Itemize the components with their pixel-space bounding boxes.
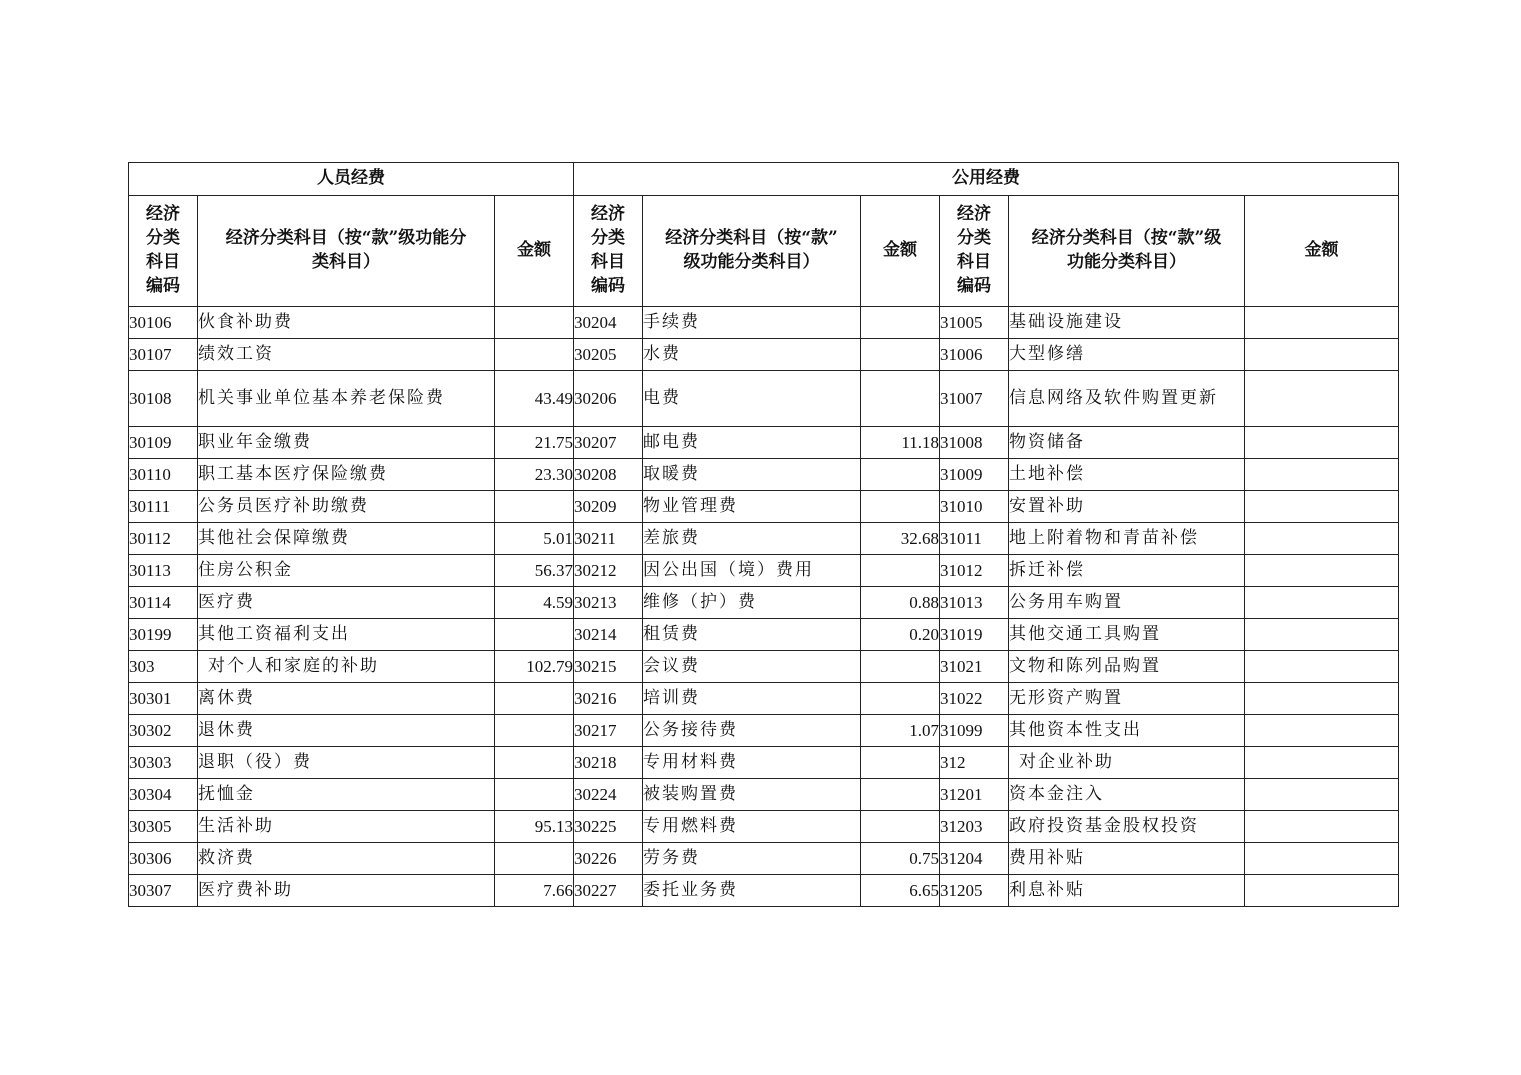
item-amount	[495, 747, 574, 779]
item-amount	[861, 555, 940, 587]
item-amount	[1245, 619, 1399, 651]
item-code: 30225	[574, 811, 643, 843]
table-row	[129, 427, 1399, 459]
item-name: 拆迁补偿	[1009, 555, 1245, 587]
table-row	[129, 587, 1399, 619]
item-amount	[861, 371, 940, 427]
item-name: 医疗费补助	[198, 875, 495, 907]
item-amount	[1245, 683, 1399, 715]
item-name: 公务用车购置	[1009, 587, 1245, 619]
item-name: 政府投资基金股权投资	[1009, 811, 1245, 843]
item-amount	[495, 843, 574, 875]
item-name: 安置补助	[1009, 491, 1245, 523]
amount-header: 金额	[1245, 196, 1399, 307]
section-public: 公用经费	[574, 163, 1399, 196]
item-amount	[495, 307, 574, 339]
item-name: 职工基本医疗保险缴费	[198, 459, 495, 491]
item-name: 退职（役）费	[198, 747, 495, 779]
item-amount	[1245, 459, 1399, 491]
item-name: 公务员医疗补助缴费	[198, 491, 495, 523]
item-code: 30207	[574, 427, 643, 459]
item-code: 30114	[129, 587, 198, 619]
item-code: 30303	[129, 747, 198, 779]
table-row	[129, 715, 1399, 747]
item-amount	[861, 779, 940, 811]
item-name: 对个人和家庭的补助	[198, 651, 495, 683]
item-amount: 7.66	[495, 875, 574, 907]
item-name: 住房公积金	[198, 555, 495, 587]
item-code: 31205	[940, 875, 1009, 907]
item-code: 31010	[940, 491, 1009, 523]
item-code: 31007	[940, 371, 1009, 427]
item-code: 31008	[940, 427, 1009, 459]
table-row	[129, 843, 1399, 875]
item-name: 租赁费	[643, 619, 861, 651]
item-name: 退休费	[198, 715, 495, 747]
item-code: 30301	[129, 683, 198, 715]
item-amount	[1245, 811, 1399, 843]
item-name: 其他资本性支出	[1009, 715, 1245, 747]
table-row	[129, 811, 1399, 843]
item-name: 职业年金缴费	[198, 427, 495, 459]
table-row	[129, 747, 1399, 779]
item-code: 31011	[940, 523, 1009, 555]
item-code: 30306	[129, 843, 198, 875]
item-name: 委托业务费	[643, 875, 861, 907]
item-amount: 1.07	[861, 715, 940, 747]
item-code: 31203	[940, 811, 1009, 843]
item-code: 30307	[129, 875, 198, 907]
item-code: 312	[940, 747, 1009, 779]
item-code: 30110	[129, 459, 198, 491]
item-name: 其他交通工具购置	[1009, 619, 1245, 651]
item-code: 31019	[940, 619, 1009, 651]
item-code: 31022	[940, 683, 1009, 715]
name-header: 经济分类科目（按“款” 级功能分类科目）	[643, 196, 861, 307]
item-name: 文物和陈列品购置	[1009, 651, 1245, 683]
item-name: 离休费	[198, 683, 495, 715]
item-code: 31204	[940, 843, 1009, 875]
item-amount	[861, 339, 940, 371]
table-row	[129, 307, 1399, 339]
item-name: 大型修缮	[1009, 339, 1245, 371]
item-name: 土地补偿	[1009, 459, 1245, 491]
item-amount: 4.59	[495, 587, 574, 619]
item-name: 伙食补助费	[198, 307, 495, 339]
item-code: 31021	[940, 651, 1009, 683]
table-row	[129, 875, 1399, 907]
code-header: 经济 分类 科目 编码	[574, 196, 643, 307]
item-amount	[1245, 651, 1399, 683]
item-name: 地上附着物和青苗补偿	[1009, 523, 1245, 555]
item-amount	[495, 715, 574, 747]
item-name: 对企业补助	[1009, 747, 1245, 779]
item-code: 30211	[574, 523, 643, 555]
item-amount	[1245, 875, 1399, 907]
item-name: 会议费	[643, 651, 861, 683]
section-personnel: 人员经费	[129, 163, 574, 196]
item-amount	[495, 619, 574, 651]
item-code: 31201	[940, 779, 1009, 811]
budget-table	[128, 162, 1399, 907]
column-header-row	[129, 196, 1399, 307]
table-row	[129, 779, 1399, 811]
code-header: 经济 分类 科目 编码	[940, 196, 1009, 307]
item-name: 其他社会保障缴费	[198, 523, 495, 555]
item-name: 手续费	[643, 307, 861, 339]
code-header: 经济 分类 科目 编码	[129, 196, 198, 307]
item-code: 30206	[574, 371, 643, 427]
item-amount	[1245, 307, 1399, 339]
item-name: 物业管理费	[643, 491, 861, 523]
item-amount: 43.49	[495, 371, 574, 427]
item-name: 差旅费	[643, 523, 861, 555]
item-code: 30109	[129, 427, 198, 459]
table-row	[129, 523, 1399, 555]
item-code: 31005	[940, 307, 1009, 339]
item-name: 救济费	[198, 843, 495, 875]
item-name: 信息网络及软件购置更新	[1009, 371, 1245, 427]
item-name: 机关事业单位基本养老保险费	[198, 371, 495, 427]
item-code: 30107	[129, 339, 198, 371]
item-amount	[1245, 339, 1399, 371]
item-code: 30204	[574, 307, 643, 339]
item-code: 30106	[129, 307, 198, 339]
item-name: 物资储备	[1009, 427, 1245, 459]
item-amount	[861, 459, 940, 491]
item-amount	[861, 491, 940, 523]
item-amount	[1245, 587, 1399, 619]
item-amount	[861, 651, 940, 683]
item-code: 30218	[574, 747, 643, 779]
item-code: 30304	[129, 779, 198, 811]
amount-header: 金额	[861, 196, 940, 307]
item-code: 30224	[574, 779, 643, 811]
item-name: 取暖费	[643, 459, 861, 491]
item-code: 31099	[940, 715, 1009, 747]
item-amount: 23.30	[495, 459, 574, 491]
table-row	[129, 619, 1399, 651]
item-code: 31009	[940, 459, 1009, 491]
item-name: 培训费	[643, 683, 861, 715]
item-name: 其他工资福利支出	[198, 619, 495, 651]
item-name: 无形资产购置	[1009, 683, 1245, 715]
item-amount	[1245, 555, 1399, 587]
item-amount	[1245, 523, 1399, 555]
item-amount: 11.18	[861, 427, 940, 459]
item-name: 邮电费	[643, 427, 861, 459]
item-name: 被装购置费	[643, 779, 861, 811]
item-amount: 5.01	[495, 523, 574, 555]
item-name: 专用材料费	[643, 747, 861, 779]
item-code: 30227	[574, 875, 643, 907]
item-amount	[1245, 427, 1399, 459]
item-amount	[495, 339, 574, 371]
item-name: 维修（护）费	[643, 587, 861, 619]
item-name: 抚恤金	[198, 779, 495, 811]
item-code: 30305	[129, 811, 198, 843]
item-amount	[861, 747, 940, 779]
table-row	[129, 371, 1399, 427]
item-amount	[861, 811, 940, 843]
item-amount: 21.75	[495, 427, 574, 459]
item-code: 30302	[129, 715, 198, 747]
item-code: 30215	[574, 651, 643, 683]
item-name: 专用燃料费	[643, 811, 861, 843]
item-code: 30208	[574, 459, 643, 491]
item-code: 30213	[574, 587, 643, 619]
table-row	[129, 651, 1399, 683]
item-amount: 56.37	[495, 555, 574, 587]
section-header-row	[129, 163, 1399, 196]
item-code: 30217	[574, 715, 643, 747]
item-amount: 0.88	[861, 587, 940, 619]
item-name: 劳务费	[643, 843, 861, 875]
item-amount	[495, 491, 574, 523]
item-code: 31012	[940, 555, 1009, 587]
item-code: 30214	[574, 619, 643, 651]
item-code: 30199	[129, 619, 198, 651]
table-row	[129, 683, 1399, 715]
item-amount	[1245, 491, 1399, 523]
item-amount: 0.20	[861, 619, 940, 651]
item-code: 30209	[574, 491, 643, 523]
item-name: 绩效工资	[198, 339, 495, 371]
name-header: 经济分类科目（按“款”级 功能分类科目）	[1009, 196, 1245, 307]
item-amount	[1245, 371, 1399, 427]
item-amount: 32.68	[861, 523, 940, 555]
item-name: 电费	[643, 371, 861, 427]
item-code: 30226	[574, 843, 643, 875]
item-code: 30216	[574, 683, 643, 715]
item-code: 30205	[574, 339, 643, 371]
item-amount	[1245, 715, 1399, 747]
item-amount	[1245, 843, 1399, 875]
name-header: 经济分类科目（按“款”级功能分 类科目）	[198, 196, 495, 307]
item-code: 30212	[574, 555, 643, 587]
item-code: 31013	[940, 587, 1009, 619]
item-amount	[861, 307, 940, 339]
item-amount	[495, 779, 574, 811]
table-row	[129, 555, 1399, 587]
item-code: 30112	[129, 523, 198, 555]
item-amount	[1245, 747, 1399, 779]
item-code: 31006	[940, 339, 1009, 371]
item-amount: 95.13	[495, 811, 574, 843]
item-code: 30113	[129, 555, 198, 587]
item-name: 基础设施建设	[1009, 307, 1245, 339]
table-row	[129, 459, 1399, 491]
item-amount	[1245, 779, 1399, 811]
table-row	[129, 339, 1399, 371]
item-name: 利息补贴	[1009, 875, 1245, 907]
item-name: 公务接待费	[643, 715, 861, 747]
item-code: 30111	[129, 491, 198, 523]
item-name: 费用补贴	[1009, 843, 1245, 875]
item-name: 生活补助	[198, 811, 495, 843]
item-amount: 102.79	[495, 651, 574, 683]
item-amount	[861, 683, 940, 715]
item-name: 水费	[643, 339, 861, 371]
item-amount: 0.75	[861, 843, 940, 875]
item-name: 医疗费	[198, 587, 495, 619]
amount-header: 金额	[495, 196, 574, 307]
item-code: 30108	[129, 371, 198, 427]
item-amount: 6.65	[861, 875, 940, 907]
table-row	[129, 491, 1399, 523]
item-name: 因公出国（境）费用	[643, 555, 861, 587]
item-name: 资本金注入	[1009, 779, 1245, 811]
item-code: 303	[129, 651, 198, 683]
item-amount	[495, 683, 574, 715]
